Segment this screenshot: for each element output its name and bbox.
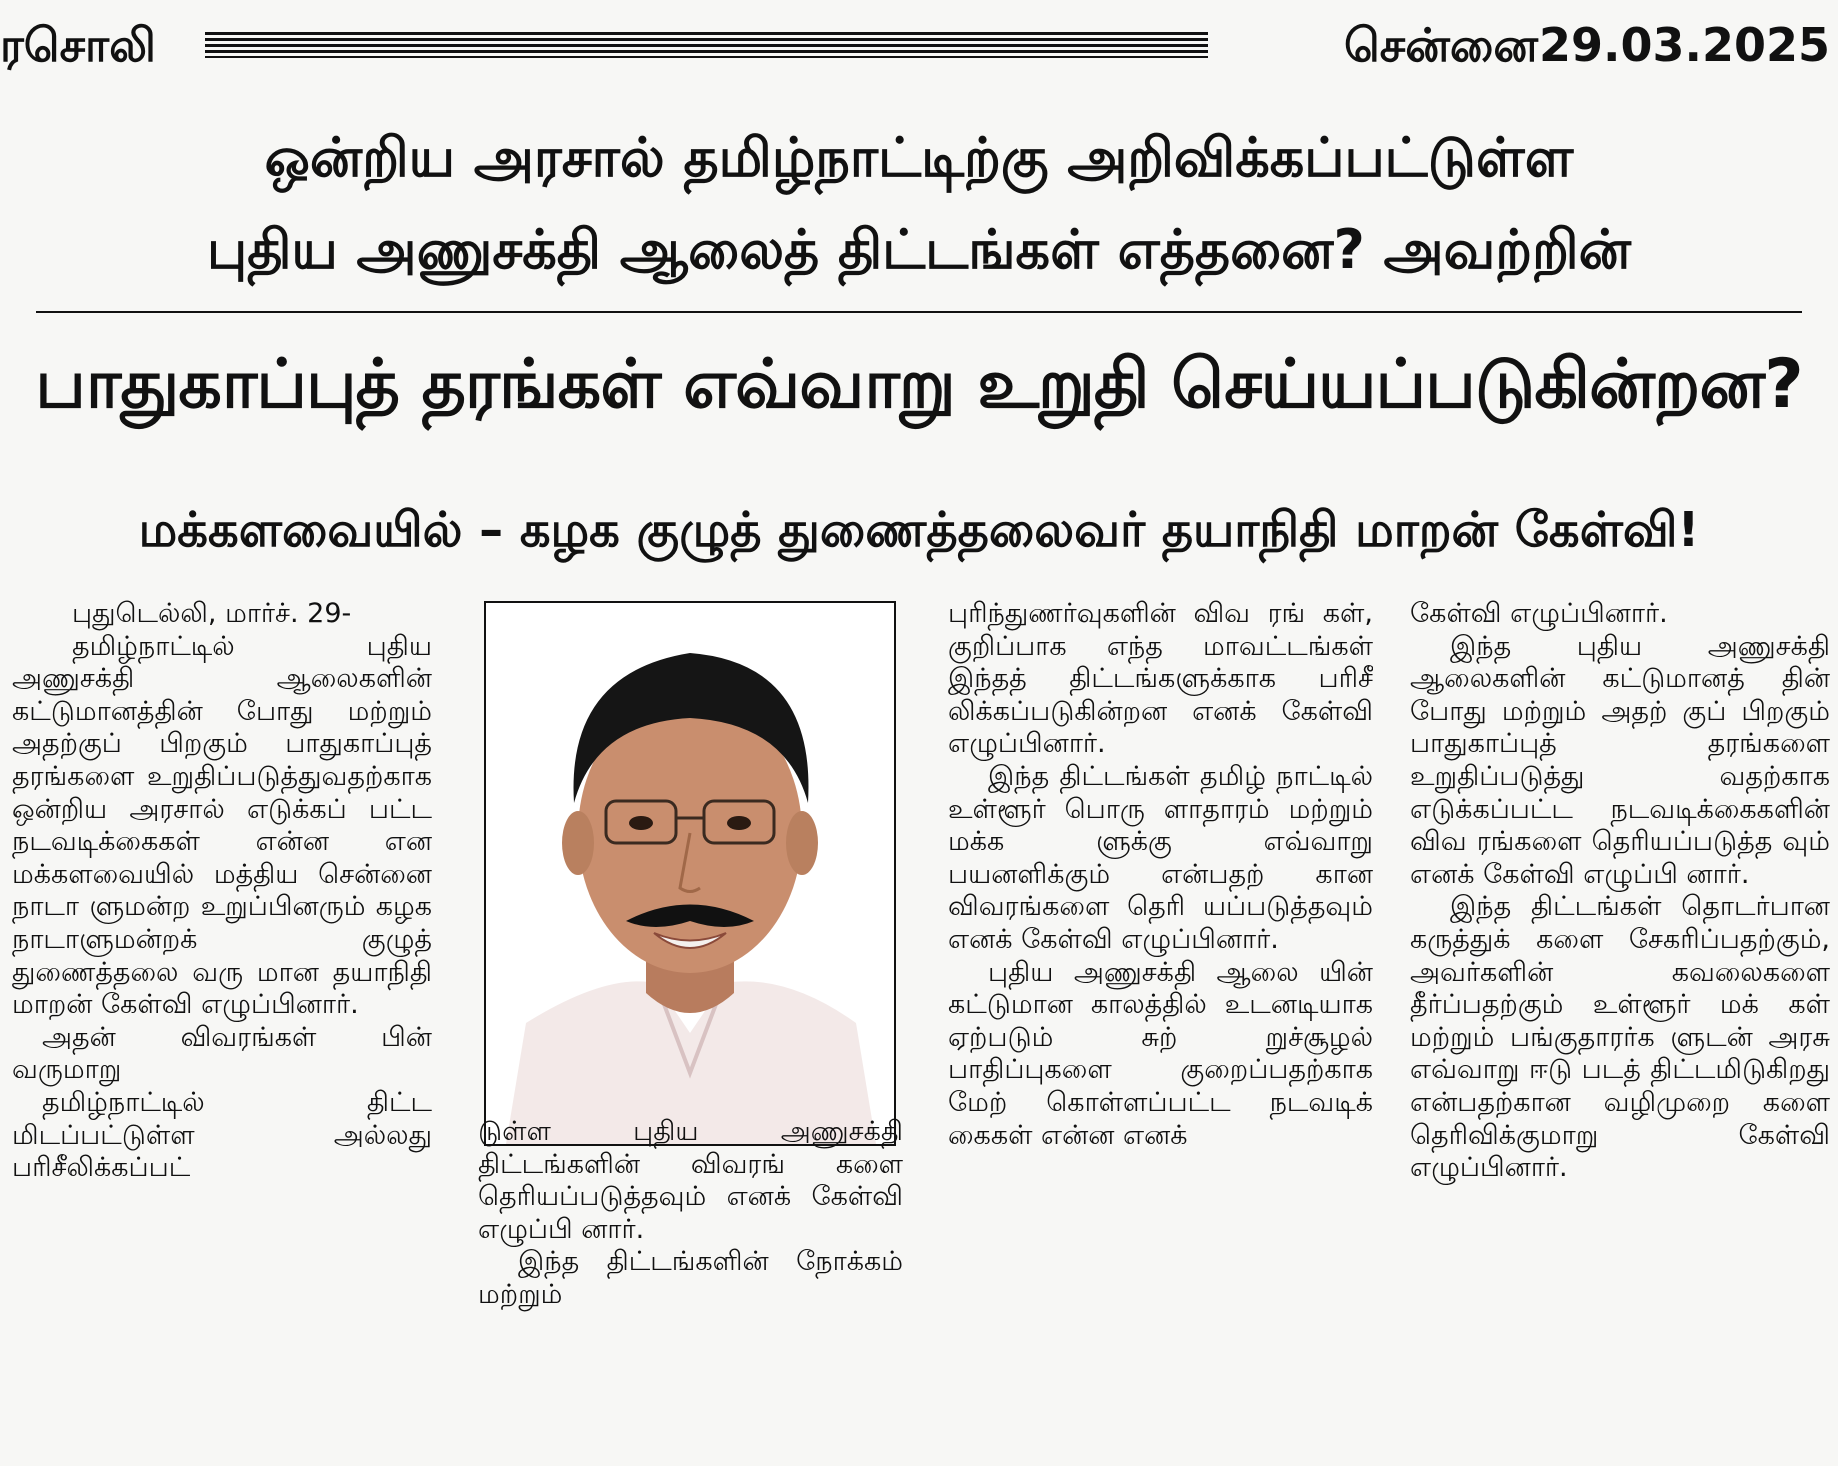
paragraph: அதன் விவரங்கள் பின் வருமாறு [12,1021,432,1086]
masthead-rule [205,32,1208,58]
article-column-3 [948,598,1373,1152]
dateline: புதுடெல்லி, மார்ச். 29- [72,598,352,629]
article-column-1 [12,598,432,1185]
headline-line-1: ஒன்றிய அரசால் தமிழ்நாட்டிற்கு அறிவிக்கப்பட்டுள்ள [264,126,1574,189]
paragraph: டுள்ள புதிய அணுசக்தி திட்டங்களின் விவரங் களை தெரியப்படுத்தவும் எனக் கேள்வி எழுப்பி னார். [478,1116,903,1245]
paragraph: தமிழ்நாட்டில் புதிய அணுசக்தி ஆலைகளின் கட்டுமானத்தின் போது மற்றும் அதற்குப் பிறகும் பாதுகாப்புத் தரங்களை உறுதிப்படுத்துவதற்காக ஒன்றிய அரசால் எடுக்கப் பட்ட நடவடிக்கைகள் என்ன என மக்களவையில் மத்திய சென்னை நாடா ளுமன்ற உறுப்பினரும் கழக நாடாளுமன்றக் குழுத் துணைத்தலை வரு மான தயாநிதி மாறன் கேள்வி எழுப்பினார். [12,630,432,1021]
paragraph: தமிழ்நாட்டில் திட்ட மிடப்பட்டுள்ள அல்லது பரிசீலிக்கப்பட் [12,1086,432,1184]
portrait-photo [484,601,896,1146]
paragraph: இந்த திட்டங்கள் தொடர்பான கருத்துக் களை சேகரிப்பதற்கும், அவர்களின் கவலைகளை தீர்ப்பதற்கும் உள்ளூர் மக் கள் மற்றும் பங்குதாரர்க ளுடன் அரசு எவ்வாறு ஈடு படத் திட்டமிடுகிறது என்பதற்கான வழிமுறை களை தெரிவிக்குமாறு கேள்வி எழுப்பினார். [1410,891,1830,1184]
paragraph: இந்த புதிய அணுசக்தி ஆலைகளின் கட்டுமானத் தின் போது மற்றும் அதற் குப் பிறகும் பாதுகாப்புத் தரங்களை உறுதிப்படுத்து வதற்காக எடுக்கப்பட்ட நடவடிக்கைகளின் விவ ரங்களை தெரியப்படுத்த வும் எனக் கேள்வி எழுப்பி னார். [1410,630,1830,890]
paragraph: இந்த திட்டங்களின் நோக்கம் மற்றும் [478,1246,903,1310]
edition-city: சென்னை [1343,18,1538,72]
portrait-illustration [486,603,894,1144]
masthead [0,10,1838,80]
edition-date: 29.03.2025 [1538,18,1830,72]
article-column-2 [478,1116,903,1312]
headline-divider [36,311,1802,313]
subheadline: மக்களவையில் – கழக குழுத் துணைத்தலைவர் தயாநிதி மாறன் கேள்வி! [138,502,1700,558]
headline-line-2: புதிய அணுசக்தி ஆலைத் திட்டங்கள் எத்தனை? அவற்றின் [207,218,1631,281]
paragraph: கேள்வி எழுப்பினார். [1410,598,1668,629]
paragraph: புதிய அணுசக்தி ஆலை யின் கட்டுமான காலத்தில் உடனடியாக ஏற்படும் சுற் றுச்சூழல் பாதிப்புகளை குறைப்பதற்காக மேற் கொள்ளப்பட்ட நடவடிக் கைகள் என்ன எனக் [948,956,1373,1151]
paragraph: இந்த திட்டங்கள் தமிழ் நாட்டில் உள்ளூர் பொரு ளாதாரம் மற்றும் மக்க ளுக்கு எவ்வாறு பயனளிக்கும் என்பதற் கான விவரங்களை தெரி யப்படுத்தவும் எனக் கேள்வி எழுப்பினார். [948,760,1373,955]
paragraph: புரிந்துணர்வுகளின் விவ ரங் கள், குறிப்பாக எந்த மாவட்டங்கள் இந்தத் திட்டங்களுக்காக பரிசீ லிக்கப்படுகின்றன எனக் கேள்வி எழுப்பினார். [948,598,1373,760]
article-column-4 [1410,598,1830,1185]
newspaper-name: ரசொலி [0,18,156,72]
headline-main: பாதுகாப்புத் தரங்கள் எவ்வாறு உறுதி செய்யப்படுகின்றன? [35,345,1803,424]
